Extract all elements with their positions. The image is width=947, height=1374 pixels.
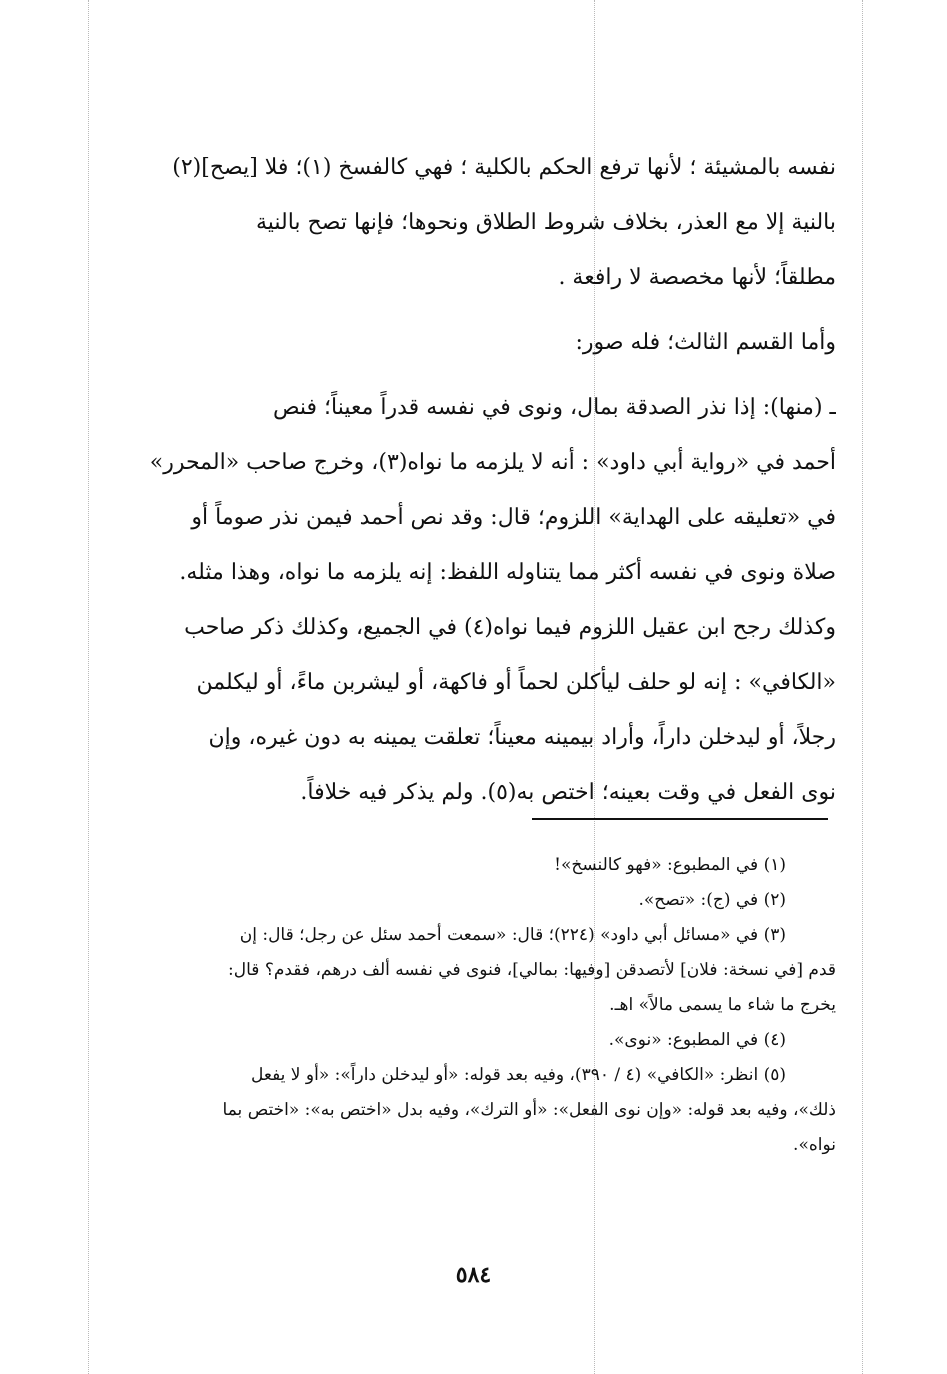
- footnote-continuation: ذلك»، وفيه بعد قوله: «وإن نوى الفعل»: «أو الترك»، وفيه بدل «اختص به»: «اختص بما: [222, 1100, 836, 1120]
- footnote-continuation: قدم [في نسخة: فلان] لأتصدقن [وفيها: بمالي]، فنوى في نفسه ألف درهم، فقدم؟ قال:: [228, 960, 836, 980]
- text-line: صلاة ونوى في نفسه أكثر مما يتناوله اللفظ: إنه يلزمه ما نواه، وهذا مثله.: [179, 560, 836, 585]
- footnote-continuation: يخرج ما شاء ما يسمى مالاً» اهـ.: [609, 995, 836, 1015]
- footnote-continuation: نواه».: [793, 1135, 836, 1155]
- footnotes: [104, 848, 836, 1163]
- margin-guide-right: [862, 0, 863, 1374]
- section-heading: وأما القسم الثالث؛ فله صور:: [575, 330, 836, 355]
- text-line: رجلاً، أو ليدخلن داراً، وأراد بيمينه معيناً؛ تعلقت يمينه به دون غيره، وإن: [208, 725, 836, 750]
- footnote: (١) في المطبوع: «فهو كالنسخ»!: [554, 855, 786, 875]
- text-line: «الكافي» : إنه لو حلف ليأكلن لحماً أو فاكهة، أو ليشربن ماءً، أو ليكلمن: [196, 670, 836, 695]
- text-line: نوى الفعل في وقت بعينه؛ اختص به(٥). ولم يذكر فيه خلافاً.: [300, 780, 836, 805]
- footnote: (٤) في المطبوع: «نوى».: [608, 1030, 786, 1050]
- paragraph-gap: [104, 305, 836, 315]
- paragraph-gap: [104, 370, 836, 380]
- page-number: ٥٨٤: [455, 1262, 492, 1288]
- text-line: نفسه بالمشيئة ؛ لأنها ترفع الحكم بالكلية ؛ فهي كالفسخ (١)؛ فلا [يصح](٢): [172, 155, 836, 180]
- text-line: بالنية إلا مع العذر، بخلاف شروط الطلاق ونحوها؛ فإنها تصح بالنية: [255, 210, 836, 235]
- text-line: مطلقاً؛ لأنها مخصصة لا رافعة .: [558, 265, 836, 290]
- footnote-separator: [532, 818, 828, 820]
- margin-guide-left: [88, 0, 89, 1374]
- text-line: أحمد في «رواية أبي داود» : أنه لا يلزمه ما نواه(٣)، وخرج صاحب «المحرر»: [149, 450, 836, 475]
- footnote: (٥) انظر: «الكافي» (٤ / ٣٩٠)، وفيه بعد قوله: «أو ليدخلن داراً»: «أو لا يفعل: [251, 1065, 786, 1085]
- text-line: وكذلك رجح ابن عقيل اللزوم فيما نواه(٤) في الجميع، وكذلك ذكر صاحب: [184, 615, 836, 640]
- text-line: في «تعليقه على الهداية» اللزوم؛ قال: وقد نص أحمد فيمن نذر صوماً أو: [191, 505, 836, 530]
- footnote: (٣) في «مسائل أبي داود» (٢٢٤)؛ قال: «سمعت أحمد سئل عن رجل؛ قال: إن: [239, 925, 786, 945]
- text-line: ـ (منها): إذا نذر الصدقة بمال، ونوى في نفسه قدراً معيناً؛ فنص: [272, 395, 836, 420]
- main-text: [104, 140, 836, 820]
- footnote: (٢) في (ج): «تصح».: [638, 890, 786, 910]
